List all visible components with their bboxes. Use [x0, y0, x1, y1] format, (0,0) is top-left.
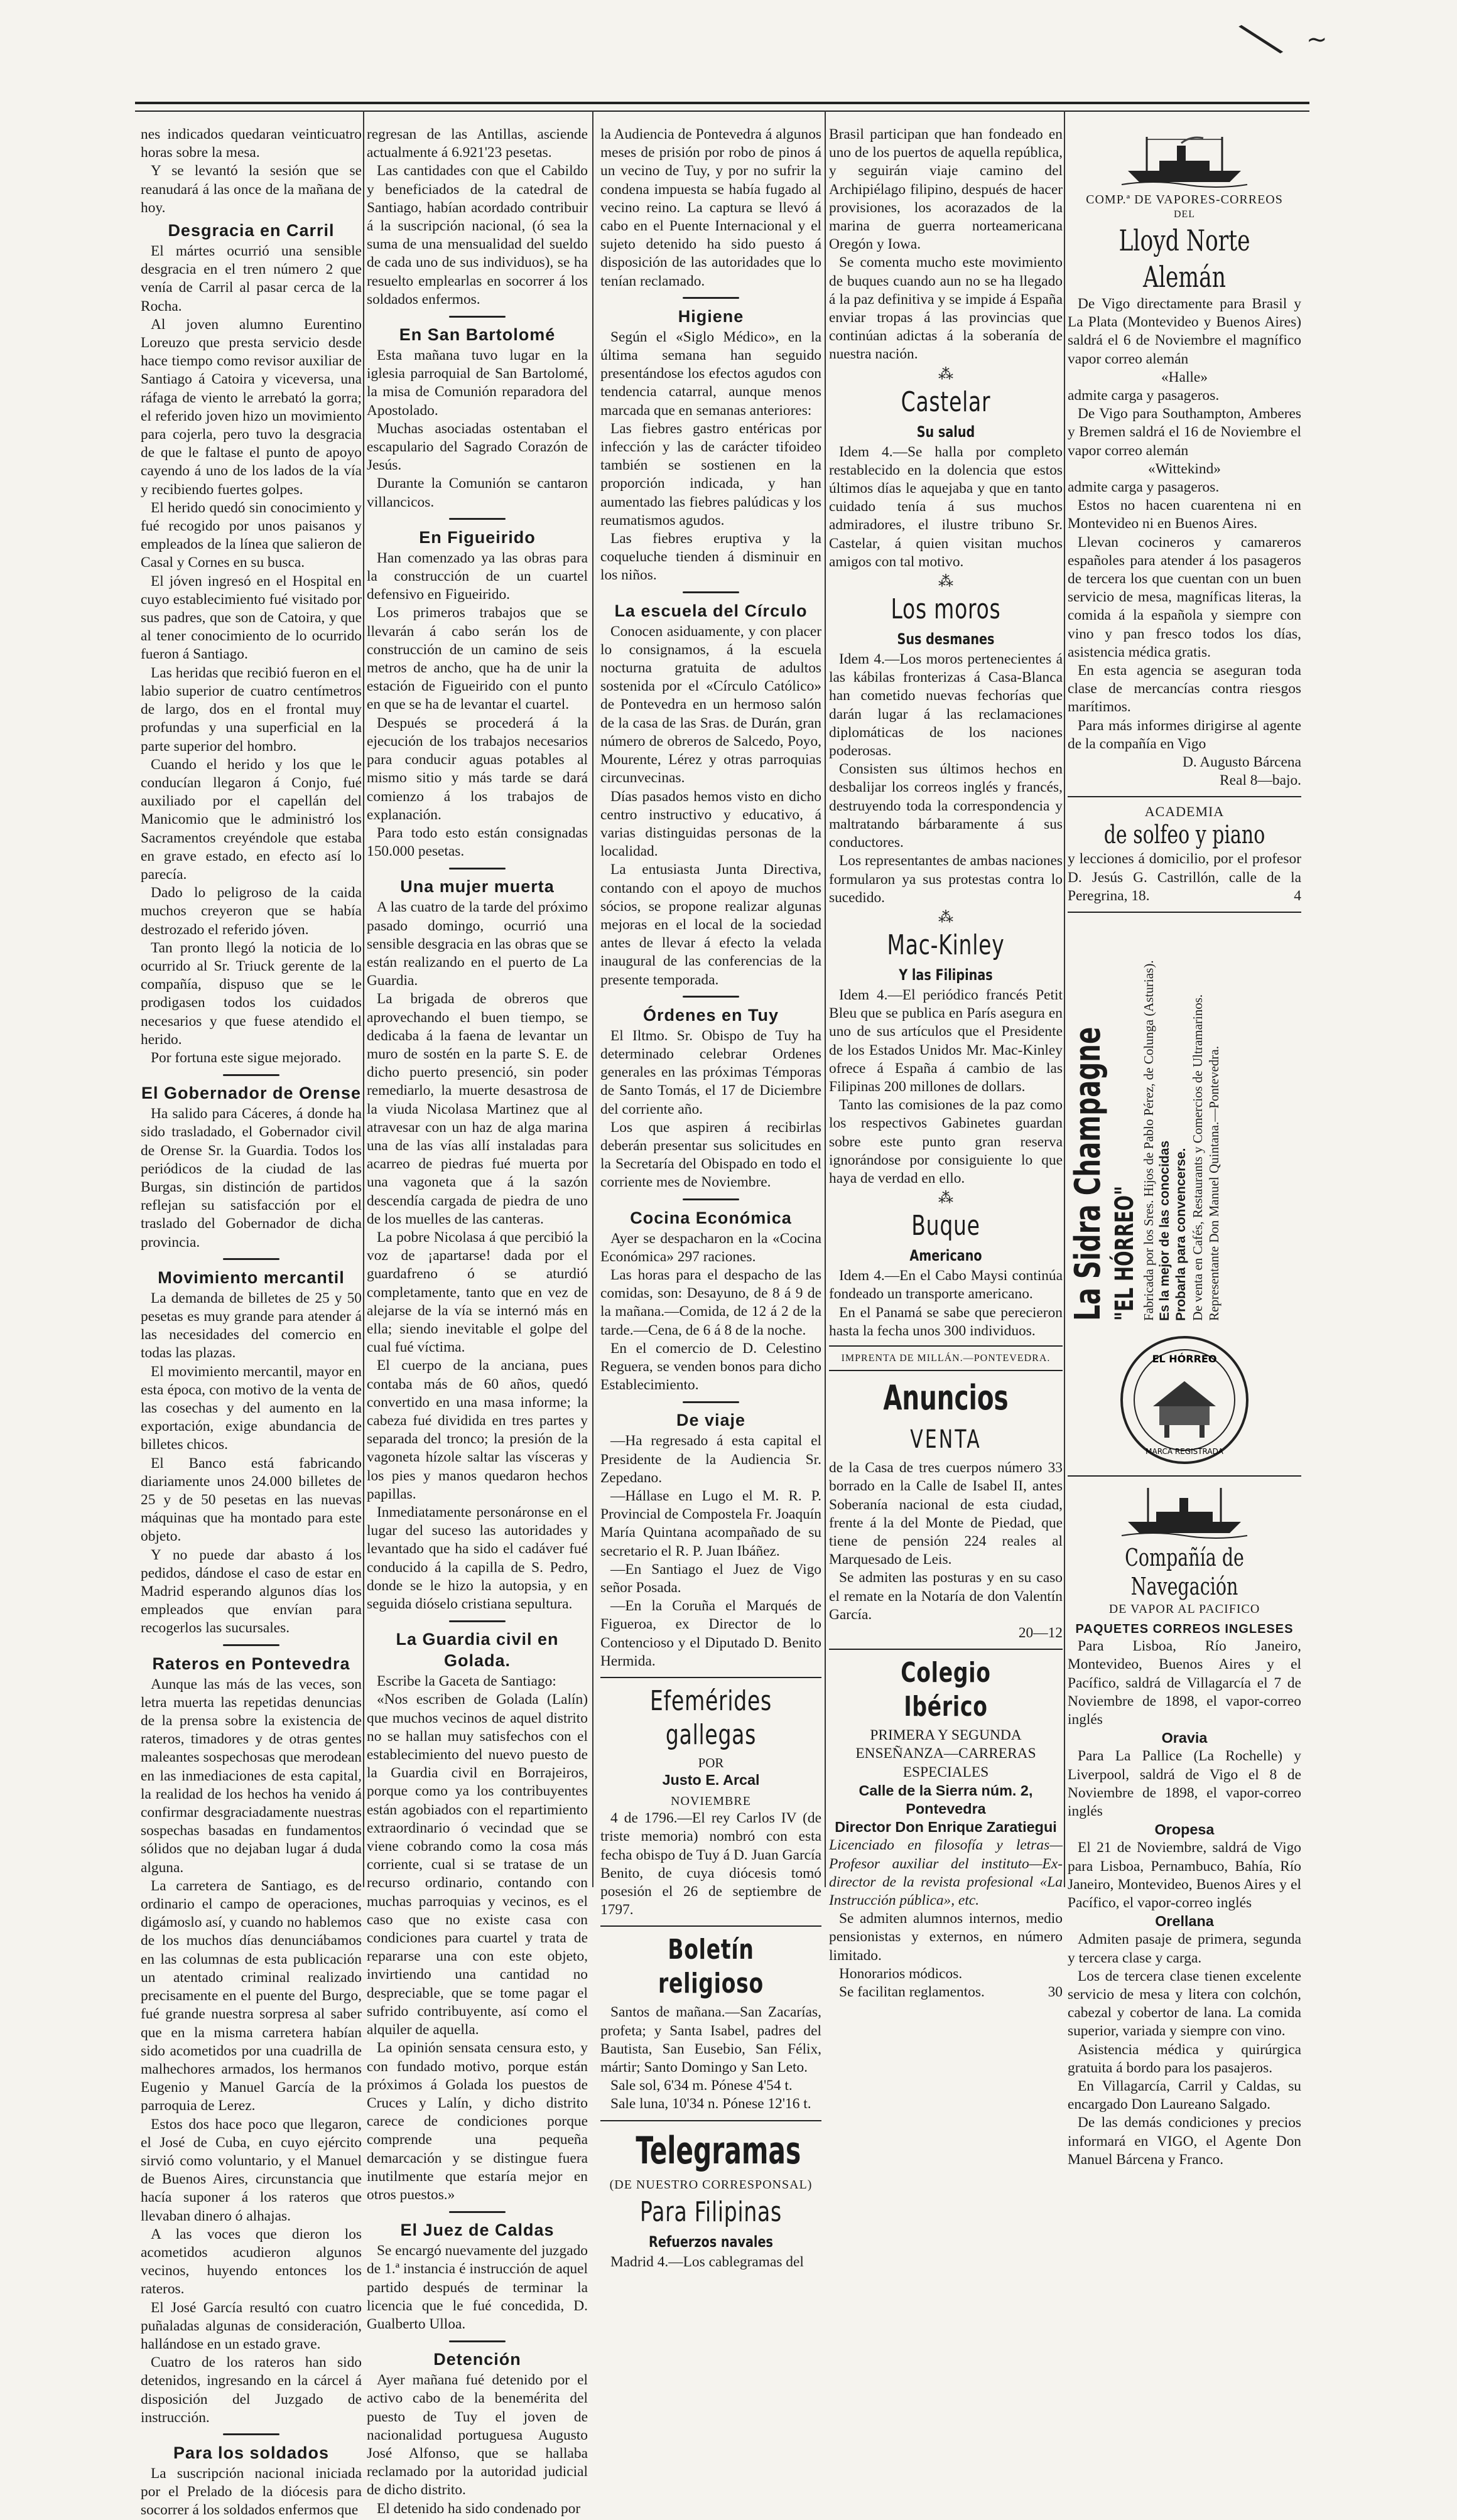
lloyd-company-line: COMP.ª DE VAPORES-CORREOS [1086, 193, 1283, 207]
agent-name: D. Augusto Bárcena [1182, 754, 1301, 771]
paragraph: La brigada de obreros que aprovechando el buen tiempo, se dedicaba á la faena de levantar un muro de sostén en la parte S. E. de dicho puerto presenció, sin poder remediarlo, la muerte desastrosa de la viuda Nicolasa Martinez que al atravesar con un haz de alga marina una de las vías allí instaladas para acarreo de piedras fué muerta por una vagoneta que á la sazón descendía cargada de piedra de uno de los muelles de las canteras. [367, 991, 588, 1227]
headline-juez-caldas: El Juez de Caldas [400, 2221, 555, 2240]
subhead-sus-desmanes: Sus desmanes [897, 630, 995, 649]
subhead-filipinas: Y las Filipinas [899, 966, 993, 984]
paragraph: Para Lisboa, Río Janeiro, Montevideo, Buenos Aires y el Pacífico, saldrá de Villagarcía el 7 de Noviembre de 1898, el vapor-correo inglés [1068, 1638, 1301, 1728]
paragraph: Para todo esto están consignadas 150.000 pesetas. [367, 824, 588, 860]
separator [600, 1195, 821, 1205]
subhead-refuerzos: Refuerzos navales [649, 2232, 773, 2251]
headline-colegio: Colegio Ibérico [901, 1657, 991, 1723]
paragraph: y lecciones á domicilio, por el profesor D. Jesús G. Castrillón, calle de la Peregrina, 18. [1068, 851, 1301, 904]
sidra-advertisement [1068, 919, 1301, 1327]
headline-rateros: Rateros en Pontevedra [152, 1654, 350, 1673]
paragraph: Las horas para el despacho de las comidas, son: Desayuno, de 8 á 9 de la mañana.—Comida, de 12 á 2 de la tarde.—Cena, de 6 á 8 de la noche. [600, 1266, 821, 1338]
paragraph: Llevan cocineros y camareros españoles para atender á los pasageros de tercera los que cuentan con un buen servicio de mesa, magníficas literas, la comida á la española y siempre con vino y pan fresco todos los días, asistencia médica gratis. [1068, 534, 1301, 660]
column-rule [363, 110, 364, 1887]
paragraph: Escribe la Gaceta de Santiago: [377, 1673, 556, 1690]
sidra-claim: Es la mejor de las conocidas [1157, 1140, 1172, 1322]
separator [141, 1640, 362, 1650]
byline-author: Justo E. Arcal [662, 1772, 760, 1789]
section-rule [600, 1677, 821, 1678]
paragraph: Idem 4.—En el Cabo Maysi continúa fondeado un transporte americano. [829, 1268, 1063, 1303]
paragraph: Durante la Comunión se cantaron villancicos. [367, 475, 588, 510]
paragraph: Ayer se despacharon en la «Cocina Económica» 297 raciones. [600, 1230, 821, 1265]
paragraph: El mártes ocurrió una sensible desgracia en el tren número 2 que venía de Carril al pasar cerca de la Rocha. [141, 243, 362, 315]
paragraph: Los de tercera clase tienen excelente servicio de mesa y litera con colchón, cabezal y cobertor de lana. La comida superior, variada y siempre con vino. [1068, 1968, 1301, 2040]
steamship-icon [1068, 132, 1301, 188]
headline-ordenes-tuy: Órdenes en Tuy [642, 1005, 779, 1025]
separator [600, 293, 821, 303]
paragraph: Las heridas que recibió fueron en el labio superior de cuatro centímetros de largo, dos en el frontal muy profundas y una superficial en la parte superior del hombro. [141, 664, 362, 755]
column-4 [829, 126, 1063, 2001]
separator [141, 2430, 362, 2440]
asterism: ⁂ [938, 574, 953, 591]
agent-address: Real 8—bajo. [1220, 772, 1301, 789]
paragraph: Licenciado en filosofía y letras—Profesor auxiliar del instituto—Ex-director de la revista profesional «La Instrucción pública», etc. [829, 1837, 1063, 1909]
column-3 [600, 126, 821, 2270]
paragraph: El cuerpo de la anciana, pues contaba más de 60 años, quedó convertido en una masa informe; la cabeza fué dividida en tres partes y separada del tronco; la presión de la vagoneta hízole saltar las vísceras y los pies y manos quedaron hechos papillas. [367, 1357, 588, 1502]
paragraph: Muchas asociadas ostentaban el escapulario del Sagrado Corazón de Jesús. [367, 420, 588, 474]
paragraph: Santos de mañana.—San Zacarías, profeta; y Santa Isabel, padres del Bautista, San Eusebio, San Félix, mártir; Santo Domingo y San Leto. [600, 2004, 821, 2076]
steamship-icon [1068, 1483, 1301, 1539]
separator [367, 1616, 588, 1626]
headline-san-bartolome: En San Bartolomé [399, 325, 556, 345]
column-rule [825, 110, 826, 1887]
paragraph: Honorarios módicos. [839, 1965, 963, 1982]
sidra-cta: Probarla para convencerse. [1174, 1148, 1188, 1322]
paragraph: De Vigo para Southampton, Amberes y Bremen saldrá el 16 de Noviembre el vapor correo alemán [1068, 406, 1301, 459]
paragraph: Se encargó nuevamente del juzgado de 1.ª instancia é instrucción de aquel partido después de terminar la licencia que le fué concedida, D. Gualberto Ulloa. [367, 2243, 588, 2332]
asterism: ⁂ [938, 366, 953, 383]
paragraph: A las cuatro de la tarde del próximo pasado domingo, ocurrió una sensible desgracia en las obras que se están realizando en el puerto de La Guardia. [367, 899, 588, 989]
ad-ref: 30 [1048, 1984, 1063, 2001]
paragraph-with-ref [1068, 850, 1301, 905]
paragraph: El José García resultó con cuatro puñaladas algunas de consideración, hallándose en un estado grave. [141, 2299, 362, 2352]
ad-ref: 20—12 [1018, 1624, 1063, 1641]
paragraph: Esta mañana tuvo lugar en la iglesia parroquial de San Bartolomé, la misa de Comunión reparadora del Apostolado. [367, 347, 588, 419]
separator [600, 1397, 821, 1407]
section-rule [1068, 796, 1301, 797]
byline-por: POR [698, 1755, 724, 1771]
paragraph: Se admiten las posturas y en su caso el remate en la Notaría de don Valentín García. [829, 1570, 1063, 1623]
paragraph: Idem 4.—El periódico francés Petit Bleu que se publica en París asegura en uno de sus artículos que el Presidente de los Estados Unidos Mr. Mac-Kinley ofrece á España á cambio de las Filipinas 200 millones de dollars. [829, 986, 1063, 1095]
paragraph: Para La Pallice (La Rochelle) y Liverpool, saldrá de Vigo el 8 de Noviembre de 1898, el vapor-correo inglés [1068, 1748, 1301, 1819]
column-1 [141, 126, 362, 2519]
headline-boletin: Boletín religioso [658, 1934, 764, 2000]
paragraph: Las fiebres gastro entéricas por infección y las de carácter tifoideo también se sostienen en la proporción indicada, y han aumentado las fiebres palúdicas y los reumatismos agudos. [600, 420, 821, 529]
paragraph: —En Santiago el Juez de Vigo señor Posada. [600, 1561, 821, 1597]
paragraph: Las fiebres eruptiva y la coqueluche tienden á disminuir en los niños. [600, 530, 821, 584]
ad-ref: 4 [1294, 887, 1301, 904]
sidra-rotated-text [1068, 919, 1294, 1321]
paragraph: nes indicados quedaran veinticuatro horas sobre la mesa. [141, 126, 362, 161]
headline-buque: Buque [911, 1210, 980, 1242]
top-rule [135, 102, 1309, 112]
paragraph: —Ha regresado á esta capital el Presidente de la Audiencia Sr. Zepedano. [600, 1433, 821, 1486]
headline-movimiento: Movimiento mercantil [158, 1268, 345, 1287]
column-rule [1064, 110, 1065, 1887]
headline-higiene: Higiene [678, 306, 744, 326]
headline-detencion: Detención [433, 2350, 521, 2369]
headline-guardia-civil: La Guardia civil en Golada. [396, 1630, 559, 1671]
ship-name-oropesa: Oropesa [1154, 1821, 1215, 1838]
navegacion-title: Compañía de Navegación [1125, 1544, 1244, 1601]
paragraph: El detenido ha sido condenado por [377, 2500, 581, 2517]
headline-castelar: Castelar [901, 385, 991, 418]
paragraph: De las demás condiciones y precios informará en VIGO, el Agente Don Manuel Bárcena y Franco. [1068, 2114, 1301, 2168]
month-label: NOVIEMBRE [671, 1794, 751, 1809]
separator [367, 863, 588, 873]
section-rule [1068, 912, 1301, 913]
sidra-brand: "EL HÓRREO" [1110, 1185, 1139, 1322]
paragraph: La carretera de Santiago, es de ordinario el campo de operaciones, digámoslo así, y cuando no hablemos de los muchos días denunciábamos en las columnas de esta publicación un atentado criminal realizado precisamente en el puente del Burgo, fué grande nuestra sorpresa al saber que en la misma carretera habían sido acometidos por una cuadrilla de malhechores armados, los hermanos Eugenio y Manuel García de la parroquia de Lerez. [141, 1877, 362, 2114]
paragraph: Dado lo peligroso de la caida muchos creyeron que se había destrozado el referido jóven. [141, 885, 362, 938]
sidra-title: La Sidra Champagne [1068, 1026, 1108, 1322]
sidra-sale: De venta en Cafés, Restaurants y Comercios de Ultramarinos. [1190, 994, 1205, 1322]
paragraph: Los primeros trabajos que se llevarán á cabo serán los de construcción de un camino de seis metros de ancho, que ha de unir la estación de Figueirido con el punto en que se ha de levantar el cuartel. [367, 605, 588, 713]
navegacion-subtitle: DE VAPOR AL PACIFICO [1108, 1602, 1260, 1617]
colegio-line: PRIMERA Y SEGUNDA ENSEÑANZA—CARRERAS ESPECIALES [855, 1727, 1036, 1780]
paragraph: La entusiasta Junta Directiva, contando con el apoyo de muchos sócios, se propone realizar algunas mejoras en el local de la sociedad antes de llevar á efecto la velada inaugural de las conferencias de la presente temporada. [600, 861, 821, 988]
paragraph: De Vigo directamente para Brasil y La Plata (Montevideo y Buenos Aires) saldrá el 6 de Noviembre el magnífico vapor correo alemán [1068, 296, 1301, 367]
correspondent-note: (DE NUESTRO CORRESPONSAL) [609, 2177, 813, 2192]
colegio-city: Pontevedra [906, 1801, 986, 1817]
headline-de-viaje: De viaje [676, 1411, 746, 1430]
asterism: ⁂ [938, 1190, 953, 1207]
paragraph: Se comenta mucho este movimiento de buques cuando aun no se ha llegado á la paz definitiva y se impide á España enviar tropas á las provincias que continúan adictas á la soberanía de nuestra nación. [829, 254, 1063, 363]
column-5 [1068, 126, 1301, 2168]
headline-figueirido: En Figueirido [419, 527, 536, 547]
headline-telegramas: Telegramas [636, 2128, 801, 2173]
headline-escuela-circulo: La escuela del Círculo [614, 601, 808, 620]
headline-desgracia: Desgracia en Carril [168, 221, 335, 240]
paragraph: El Banco está fabricando diariamente unos 24.000 billetes de 25 y de 50 pesetas en las nuevas máquinas que ha montado para este objeto. [141, 1455, 362, 1545]
paragraph: Cuando el herido y los que le conducían llegaron á Conjo, fué auxiliado por el capellán del Manicomio que le administró los Sacramentos creyéndole que estaba en grave estado, en efecto así lo parecía. [141, 756, 362, 883]
ship-name-halle: «Halle» [1161, 369, 1208, 385]
paragraph: El movimiento mercantil, mayor en esta época, con motivo de la venta de las cosechas y del aumento en la exportación, exige abundancia de billetes chicos. [141, 1363, 362, 1453]
paragraph: Tanto las comisiones de la paz como los respectivos Gabinetes guardan sobre este punto gran reserva ignorándose por consiguiente lo que haya de verdad en ello. [829, 1097, 1063, 1187]
paragraph: El jóven ingresó en el Hospital en cuyo establecimiento fué visitado por sus padres, que son de Catoira, y que al tener conocimiento de lo ocurrido fueron á Santiago. [141, 573, 362, 663]
paragraph: La demanda de billetes de 25 y 50 pesetas es muy grande para atender á las necesidades del comercio en todas las plazas. [141, 1290, 362, 1362]
paragraph: La opinión sensata censura esto, y con fundado motivo, porque están próximos á Golada los puestos de Cruces y Lalín, y dicho distrito carece de condiciones porque comprende una pequeña demarcación y se distingue fuera inutilmente que estaría mejor en otros puestos.» [367, 2040, 588, 2203]
separator [367, 2336, 588, 2346]
paragraph: Para más informes dirigirse al agente de la compañía en Vigo [1068, 717, 1301, 752]
colegio-address: Calle de la Sierra núm. 2, [858, 1782, 1033, 1799]
separator [141, 1070, 362, 1080]
paragraph: Idem 4.—Los moros pertenecientes á las kábilas fronterizas á Casa-Blanca han cometido nuevas fechorías que darán lugar á las reclamaciones diplomáticas de los naciones poderosas. [829, 651, 1063, 760]
paragraph: En el comercio de D. Celestino Reguera, se venden bonos para dicho Establecimiento. [600, 1340, 821, 1394]
paragraph: la Audiencia de Pontevedra á algunos meses de prisión por robo de pinos á un vecino de Tuy, y por no sufrir la condena impuesta se había fugado al vecino reino. La captura se llevó á cabo en el Puente Internacional y el sujeto detenido ha sido puesto á disposición de las autoridades que lo tenían reclamado. [600, 126, 821, 289]
paragraph: admite carga y pasageros. [1068, 387, 1220, 404]
section-rule [600, 2120, 821, 2121]
headline-cocina-economica: Cocina Económica [630, 1208, 792, 1227]
margin-scribble-mark: ~ [1306, 25, 1328, 54]
margin-stroke-mark: ╲ [1240, 14, 1282, 65]
paragraph: Los representantes de ambas naciones formularon ya sus protestas contra lo sucedido. [829, 853, 1063, 906]
paragraph: Sale luna, 10'34 n. Pónese 12'16 t. [610, 2096, 811, 2113]
separator [367, 514, 588, 524]
emblem-top-text: EL HÓRREO [1152, 1353, 1217, 1365]
emblem-ring-text: MARCA REGISTRADA [1146, 1447, 1223, 1457]
headline-mujer-muerta: Una mujer muerta [400, 877, 555, 897]
column-rule [592, 110, 593, 1887]
paragraph: Estos dos hace poco que llegaron, el José de Cuba, en cuyo ejército sirvió como voluntario, y el Manuel de Buenos Aires, circunstancia que hacía suponer á los rateros que llevaban dinero ó alhajas. [141, 2116, 362, 2224]
paragraph: «Nos escriben de Golada (Lalín) que muchos vecinos de aquel distrito no se hallan muy satisfechos con el establecimiento del nuevo puesto de la Guardia civil en Borrajeiros, porque como ya los contribuyentes están agobiados con el repartimiento extraordinario ó vecindad que se viene cobrando como la cosa más corriente, cual si se tratase de un recurso ordinario, contando con muchas parroquias y vecinos, es el caso que no existe casa con condiciones para cuartel y trata de repararse una con este objeto, invirtiendo una cantidad no despreciable, que se tome pagar el sufrido contribuyente, así como el alquiler de aquella. [367, 1691, 588, 2038]
paragraph: Después se procederá á la ejecución de los trabajos necesarios para conducir aguas potables al mismo sitio y más tarde se dará comienzo á los trabajos de explanación. [367, 714, 588, 823]
academia-title: de solfeo y piano [1103, 821, 1265, 850]
paragraph: En el Panamá se sabe que perecieron hasta la fecha unos 300 individuos. [829, 1304, 1063, 1339]
paragraph: Por fortuna este sigue mejorado. [151, 1049, 342, 1066]
headline-venta: VENTA [910, 1425, 982, 1455]
headline-mac-kinley: Mac-Kinley [887, 929, 1005, 961]
printer-imprint: IMPRENTA DE MILLÁN.—PONTEVEDRA. [829, 1345, 1063, 1371]
paragraph: Sale sol, 6'34 m. Pónese 4'54 t. [610, 2077, 793, 2094]
ship-name-wittekind: «Wittekind» [1148, 460, 1221, 477]
paragraph-with-ref [829, 1983, 1063, 2001]
paragraph: El herido quedó sin conocimiento y fué recogido por unos paisanos y empleados de la línea que salieron de Casal y Cornes en su busca. [141, 499, 362, 571]
paragraph: Idem 4.—Se halla por completo restablecido en la dolencia que estos últimos días le aquejaba y que en tanto cuidado tenía á sus muchos admiradores, el ilustre tribuno Sr. Castelar, á quien visitan muchos amigos con tal motivo. [829, 443, 1063, 570]
paquetes-label: PAQUETES CORREOS INGLESES [1075, 1622, 1294, 1637]
paragraph: Según el «Siglo Médico», en la última semana han seguido presentándose los efectos agudos con tendencia catarral, aunque menos marcada que en semanas anteriores: [600, 328, 821, 419]
paragraph: Días pasados hemos visto en dicho centro instructivo y educativo, á varias distinguidas personas de la localidad. [600, 788, 821, 860]
paragraph: Han comenzado ya las obras para la construcción de un cuartel defensivo en Figueirido. [367, 549, 588, 603]
paragraph: regresan de las Antillas, asciende actualmente á 6.921'23 pesetas. [367, 126, 588, 161]
ship-name-orellana: Orellana [1155, 1913, 1214, 1930]
paragraph: La pobre Nicolasa á que percibió la voz de ¡apartarse! dada por el guardafreno ó se aturdió completamente, tanto que en vez de alejarse de la vía se internó más en ella; siendo inevitable el golpe del cual fué víctima. [367, 1229, 588, 1356]
separator [367, 2207, 588, 2217]
lloyd-del: DEL [1173, 209, 1196, 220]
academia-label: ACADEMIA [1144, 804, 1225, 820]
separator [600, 992, 821, 1002]
headline-gobernador: El Gobernador de Orense [141, 1084, 362, 1103]
section-rule [829, 1649, 1063, 1650]
paragraph: Aunque las más de las veces, son letra muerta las repetidas denuncias de la prensa sobre la existencia de rateros, timadores y de otras gentes maleantes sospechosas que merodean en las inmediaciones de esta capital, la realidad de los hechos ha venido á confirmar desgraciadamente nuestras sospechas basadas en fundamentos sólidos que no dejaban lugar á duda alguna. [141, 1676, 362, 1876]
section-rule [1068, 1475, 1301, 1477]
paragraph: —En la Coruña el Marqués de Figueroa, ex Director de lo Contencioso y el Diputado D. Benito Hermida. [600, 1598, 821, 1669]
paragraph: Y no puede dar abasto á los pedidos, dándose el caso de estar en Madrid esperando algunos días los empleados que envían para recogerlos las sucursales. [141, 1546, 362, 1637]
headline-para-filipinas: Para Filipinas [640, 2195, 782, 2228]
lloyd-title: Lloyd Norte Alemán [1118, 223, 1250, 294]
sidra-rep: Representante Don Manuel Quintana.—Pontevedra. [1206, 1046, 1221, 1322]
sidra-maker: Fabricada por los Sres. Hijos de Pablo Pérez, de Colunga (Asturias). [1141, 960, 1156, 1322]
paragraph: La suscripción nacional iniciada por el Prelado de la diócesis para socorrer á los soldados enfermos que [141, 2465, 362, 2519]
paragraph: En esta agencia se aseguran toda clase de mercancías contra riesgos marítimos. [1068, 662, 1301, 716]
headline-los-moros: Los moros [891, 593, 1001, 626]
paragraph: Madrid 4.—Los cablegramas del [610, 2253, 804, 2270]
paragraph: Conocen asiduamente, y con placer lo consignamos, á la escuela nocturna gratuita de adultos sostenida por el «Círculo Católico» de Pontevedra en un hermoso salón de la casa de las Sras. de Durán, gran número de obreros de Salcedo, Poyo, Mourente, Lérez y otras parroquias circunvecinas. [600, 623, 821, 787]
paragraph: Brasil participan que han fondeado en uno de los puertos de aquella república, y seguirán viaje camino del Archipiélago filipino, después de hacer provisiones, los acorazados de la marina de guerra norteamericana Oregón y Iowa. [829, 126, 1063, 253]
headline-anuncios: Anuncios [883, 1378, 1009, 1418]
separator [367, 311, 588, 321]
paragraph: El 21 de Noviembre, saldrá de Vigo para Lisboa, Pernambuco, Bahía, Río Janeiro, Montevideo, Buenos Aires y el Pacífico, el vapor-correo inglés [1068, 1839, 1301, 1911]
paragraph: Inmediatamente personáronse en el lugar del suceso las autoridades y levantado que ha sido el cadáver fué conducido á la capilla de S. Pedro, donde se le hizo la autopsia, y en seguida dióselo cristiana sepultura. [367, 1504, 588, 1613]
paragraph: —Hállase en Lugo el M. R. P. Provincial de Compostela Fr. Joaquín María Quintana acompañado de su secretario el R. P. Juan Ibáñez. [600, 1488, 821, 1559]
colegio-director: Director Don Enrique Zaratiegui [835, 1819, 1057, 1836]
paragraph: Las cantidades con que el Cabildo y beneficiados de la catedral de Santiago, habían acordado contribuir á la suscripción nacional, (ó sea la suma de una mensualidad del sueldo de cada uno de sus individuos), se ha resuelto emplearlas en socorrer á los soldados enfermos. [367, 163, 588, 308]
subhead-americano: Americano [909, 1247, 982, 1265]
paragraph: Admiten pasaje de primera, segunda y tercera clase y carga. [1068, 1931, 1301, 1966]
paragraph: Al joven alumno Eurentino Loreuzo que presta servicio desde hace tiempo como revisor auxiliar de Santiago á Catoira y viceversa, una ráfaga de viento le arrebató la gorra; el referido joven hizo un movimiento para cojerla, pero tuvo la desgracia de que le faltase el punto de apoyo cayendo á uno de los lados de la vía y recibiendo fuertes golpes. [141, 316, 362, 498]
paragraph: Cuatro de los rateros han sido detenidos, ingresando en la cárcel á disposición del Juzgado de instrucción. [141, 2354, 362, 2426]
horreo-emblem [1068, 1331, 1301, 1469]
paragraph: Asistencia médica y quirúrgica gratuita á bordo para los pasajeros. [1068, 2041, 1301, 2076]
paragraph: Se facilitan reglamentos. [839, 1984, 985, 2001]
paragraph: El Iltmo. Sr. Obispo de Tuy ha determinado celebrar Ordenes generales en las próximas Témporas de Santo Tomás, el 17 de Diciembre del corriente año. [600, 1027, 821, 1117]
ship-name-oravia: Oravia [1161, 1730, 1208, 1747]
column-2 [367, 126, 588, 2517]
paragraph: En Villagarcía, Carril y Caldas, su encargado Don Laureano Salgado. [1068, 2077, 1301, 2113]
paragraph: Ha salido para Cáceres, á donde ha sido trasladado, el Gobernador civil de Orense Sr. la Guardia. Todos los periódicos de la ciudad de las Burgas, sin distinción de partidos reflejan su satisfacción por el traslado del Gobernador de dicha provincia. [141, 1106, 362, 1251]
paragraph: A las voces que dieron los acometidos acudieron algunos vecinos, huyendo entonces los rateros. [141, 2226, 362, 2298]
paragraph: 4 de 1796.—El rey Carlos IV (de triste memoria) nombró con esta fecha obispo de Tuy á D. Juan García Benito, de cuya diócesis tomó posesión el 26 de septiembre de 1797. [600, 1810, 821, 1919]
paragraph: Los que aspiren á recibirlas deberán presentar sus solicitudes en la Secretaría del Obispado en todo el corriente mes de Noviembre. [600, 1119, 821, 1191]
paragraph: Consisten sus últimos hechos en desbalijar los correos inglés y francés, destruyendo toda la correspondencia y maltratando bárbaramente á sus conductores. [829, 761, 1063, 851]
paragraph: Y se levantó la sesión que se reanudará á las once de la mañana de hoy. [141, 163, 362, 216]
paragraph: Ayer mañana fué detenido por el activo cabo de la benemérita del puesto de Tuy el joven de nacionalidad portuguesa Augusto José Alfonso, que se hallaba reclamado por la autoridad judicial de dicho distrito. [367, 2372, 588, 2499]
paragraph: Tan pronto llegó la noticia de lo ocurrido al Sr. Triuck gerente de la compañía, dispuso que se le prodigasen todos los cuidados necesarios y que fuese atendido el herido. [141, 939, 362, 1048]
paragraph: de la Casa de tres cuerpos número 33 borrado en la Calle de Isabel II, antes Soberanía nacional de esta ciudad, frente á la del Monte de Piedad, que tiene de pensión 224 reales al Marquesado de Leis. [829, 1460, 1063, 1568]
headline-soldados: Para los soldados [173, 2443, 330, 2462]
paragraph: Estos no hacen cuarentena ni en Montevideo ni en Buenos Aires. [1068, 497, 1301, 532]
paragraph: admite carga y pasageros. [1068, 479, 1220, 496]
headline-efemerides: Efemérides gallegas [650, 1685, 772, 1752]
separator [600, 588, 821, 598]
section-rule [600, 1925, 821, 1927]
separator [141, 1254, 362, 1264]
subhead-su-salud: Su salud [916, 423, 975, 441]
paragraph: Se admiten alumnos internos, medio pensionistas y externos, en número limitado. [829, 1910, 1063, 1964]
asterism: ⁂ [938, 909, 953, 926]
